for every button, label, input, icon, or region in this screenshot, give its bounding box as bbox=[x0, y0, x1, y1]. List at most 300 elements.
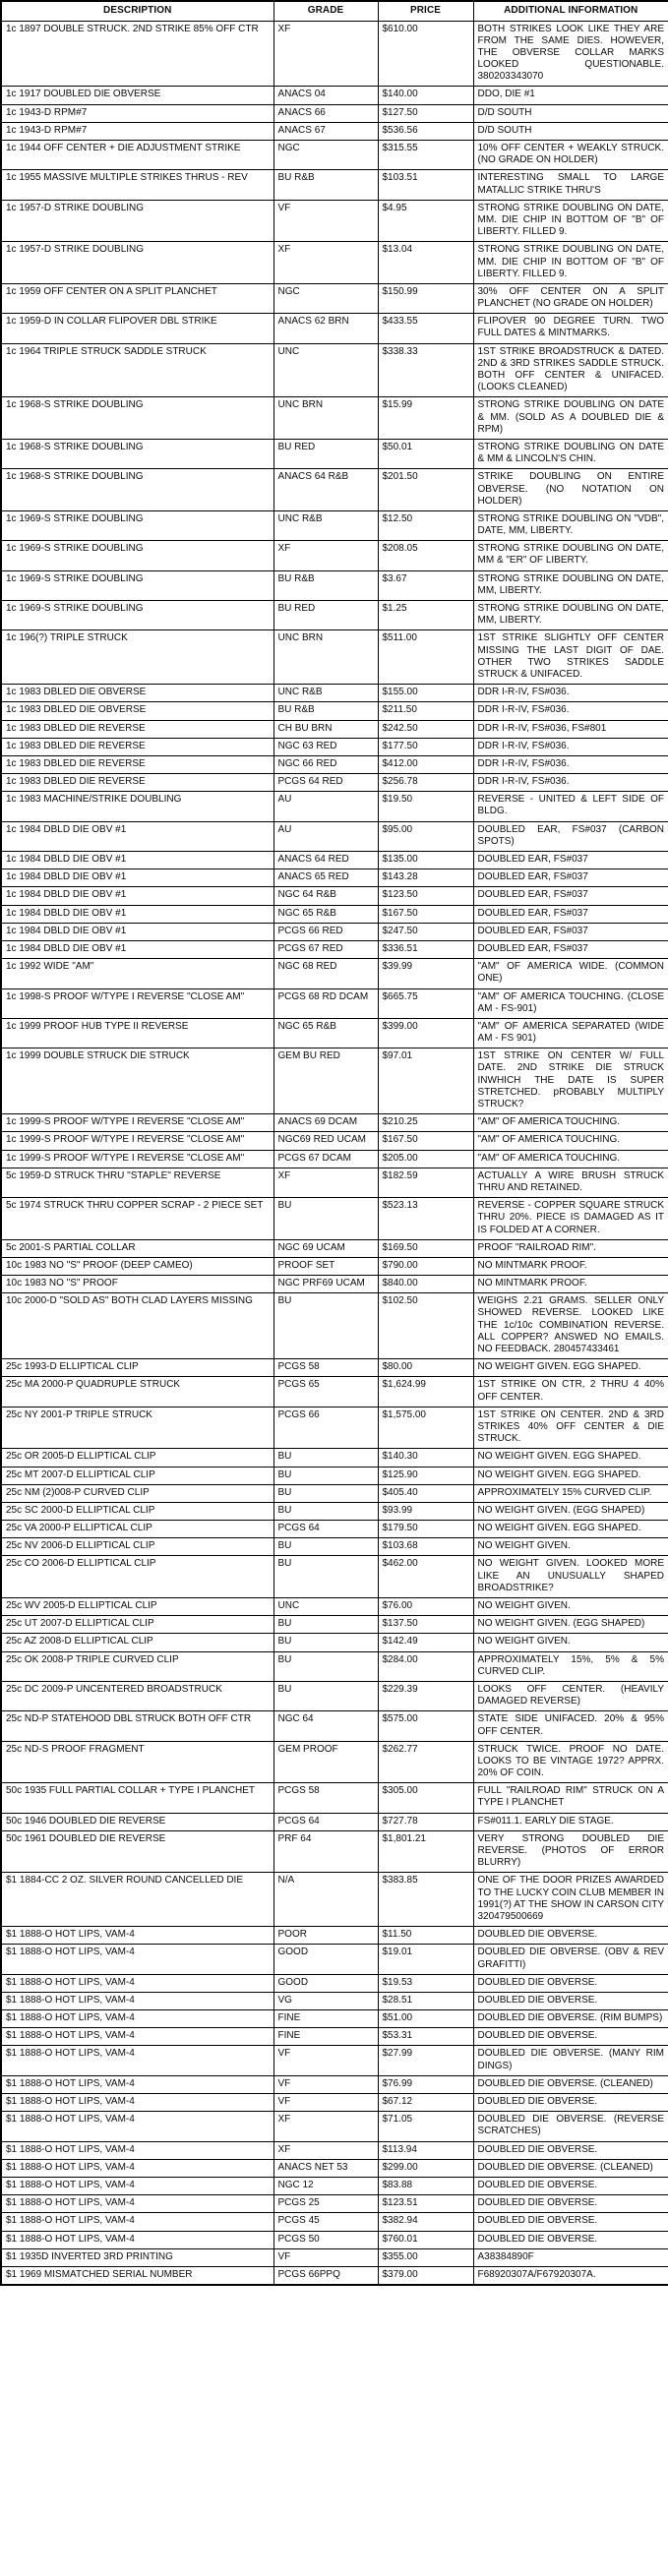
price-cell: $135.00 bbox=[378, 852, 473, 869]
description-cell: 1c 1897 DOUBLE STRUCK. 2ND STRIKE 85% OFF CTR bbox=[1, 21, 273, 87]
table-row bbox=[1, 21, 668, 87]
grade-cell: POOR bbox=[273, 1927, 378, 1945]
grade-cell: BU R&B bbox=[273, 702, 378, 720]
description-cell: $1 1888-O HOT LIPS, VAM-4 bbox=[1, 2028, 273, 2046]
additional-information-cell: 1ST STRIKE ON CENTER W/ FULL DATE. 2ND STRIKE DIE STRUCK INWHICH THE DATE IS SUPER STRETCHED. pROBABLY MULTIPLY STRUCK? bbox=[473, 1048, 668, 1114]
grade-cell: PCGS 68 RD DCAM bbox=[273, 988, 378, 1018]
grade-cell: PCGS 67 RED bbox=[273, 940, 378, 958]
grade-cell: NGC PRF69 UCAM bbox=[273, 1276, 378, 1293]
table-row bbox=[1, 2195, 668, 2213]
description-cell: $1 1888-O HOT LIPS, VAM-4 bbox=[1, 2094, 273, 2112]
table-row bbox=[1, 439, 668, 468]
additional-information-cell: DOUBLED DIE OBVERSE. (OBV & REV GRAFITTI) bbox=[473, 1945, 668, 1974]
price-cell: $399.00 bbox=[378, 1018, 473, 1048]
table-row bbox=[1, 1276, 668, 1293]
grade-cell: PCGS 58 bbox=[273, 1783, 378, 1813]
price-cell: $19.01 bbox=[378, 1945, 473, 1974]
table-row bbox=[1, 1538, 668, 1556]
description-cell: 1c 1984 DBLD DIE OBV #1 bbox=[1, 852, 273, 869]
table-row bbox=[1, 2028, 668, 2046]
description-cell: $1 1888-O HOT LIPS, VAM-4 bbox=[1, 2213, 273, 2231]
description-cell: 1c 1983 DBLED DIE REVERSE bbox=[1, 738, 273, 755]
table-row bbox=[1, 510, 668, 540]
grade-cell: NGC 65 R&B bbox=[273, 1018, 378, 1048]
grade-cell: BU bbox=[273, 1651, 378, 1681]
grade-cell: BU R&B bbox=[273, 570, 378, 600]
price-cell: $727.78 bbox=[378, 1813, 473, 1830]
price-cell: $4.95 bbox=[378, 200, 473, 242]
grade-cell: NGC 64 bbox=[273, 1711, 378, 1741]
description-cell: 5c 2001-S PARTIAL COLLAR bbox=[1, 1239, 273, 1257]
additional-information-cell: A38384890F bbox=[473, 2248, 668, 2266]
price-cell: $167.50 bbox=[378, 1132, 473, 1150]
price-cell: $262.77 bbox=[378, 1741, 473, 1783]
description-cell: 50c 1946 DOUBLED DIE REVERSE bbox=[1, 1813, 273, 1830]
additional-information-cell: NO MINTMARK PROOF. bbox=[473, 1257, 668, 1275]
table-row bbox=[1, 2075, 668, 2093]
table-row bbox=[1, 1813, 668, 1830]
table-row bbox=[1, 2046, 668, 2075]
price-cell: $256.78 bbox=[378, 774, 473, 792]
grade-cell: PCGS 66 RED bbox=[273, 923, 378, 940]
table-row bbox=[1, 1359, 668, 1377]
additional-information-cell: 1ST STRIKE BROADSTRUCK & DATED. 2ND & 3RD STRIKES SADDLE STRUCK. BOTH OFF CENTER & UNIFACED. (LOOKS CLEANED) bbox=[473, 343, 668, 397]
price-cell: $379.00 bbox=[378, 2266, 473, 2285]
price-cell: $210.25 bbox=[378, 1114, 473, 1132]
additional-information-cell: STRONG STRIKE DOUBLING ON DATE & MM. (SOLD AS A DOUBLED DIE & RPM) bbox=[473, 397, 668, 440]
description-cell: 1c 1959-D IN COLLAR FLIPOVER DBL STRIKE bbox=[1, 314, 273, 343]
price-cell: $113.94 bbox=[378, 2141, 473, 2159]
grade-cell: UNC bbox=[273, 343, 378, 397]
column-header-price: PRICE bbox=[378, 1, 473, 21]
additional-information-cell: APPROXIMATELY 15% CURVED CLIP. bbox=[473, 1484, 668, 1502]
table-row bbox=[1, 2159, 668, 2177]
grade-cell: UNC R&B bbox=[273, 510, 378, 540]
table-row bbox=[1, 1239, 668, 1257]
additional-information-cell: WEIGHS 2.21 GRAMS. SELLER ONLY SHOWED REVERSE. LOOKED LIKE THE 1c/10c COMBINATION REVERSE. ALL COPPER? ANSWED NO EMAILS. NO FEEDBACK. 280457433461 bbox=[473, 1293, 668, 1359]
table-header bbox=[1, 1, 668, 21]
table-row bbox=[1, 1407, 668, 1449]
description-cell: 1c 1984 DBLD DIE OBV #1 bbox=[1, 821, 273, 851]
price-cell: $12.50 bbox=[378, 510, 473, 540]
additional-information-cell: DOUBLED EAR, FS#037 (CARBON SPOTS) bbox=[473, 821, 668, 851]
description-cell: 5c 1974 STRUCK THRU COPPER SCRAP - 2 PIECE SET bbox=[1, 1198, 273, 1240]
grade-cell: ANACS 62 BRN bbox=[273, 314, 378, 343]
price-cell: $247.50 bbox=[378, 923, 473, 940]
price-cell: $142.49 bbox=[378, 1634, 473, 1651]
price-cell: $355.00 bbox=[378, 2248, 473, 2266]
additional-information-cell: 1ST STRIKE SLIGHTLY OFF CENTER MISSING THE LAST DIGIT OF DAE. OTHER TWO STRIKES SADDLE STRUCK & UNIFACED. bbox=[473, 630, 668, 685]
grade-cell: VF bbox=[273, 2248, 378, 2266]
additional-information-cell: NO WEIGHT GIVEN. EGG SHAPED. bbox=[473, 1359, 668, 1377]
additional-information-cell: STRONG STRIKE DOUBLING ON "VDB", DATE, MM, LIBERTY. bbox=[473, 510, 668, 540]
description-cell: 1c 1984 DBLD DIE OBV #1 bbox=[1, 940, 273, 958]
price-cell: $97.01 bbox=[378, 1048, 473, 1114]
price-cell: $50.01 bbox=[378, 439, 473, 468]
table-row bbox=[1, 1974, 668, 1992]
additional-information-cell: APPROXIMATELY 15%, 5% & 5% CURVED CLIP. bbox=[473, 1651, 668, 1681]
description-cell: 25c MA 2000-P QUADRUPLE STRUCK bbox=[1, 1377, 273, 1407]
table-row bbox=[1, 1741, 668, 1783]
price-cell: $123.51 bbox=[378, 2195, 473, 2213]
description-cell: $1 1888-O HOT LIPS, VAM-4 bbox=[1, 2075, 273, 2093]
description-cell: $1 1888-O HOT LIPS, VAM-4 bbox=[1, 2112, 273, 2141]
description-cell: $1 1888-O HOT LIPS, VAM-4 bbox=[1, 2010, 273, 2028]
description-cell: 25c 1993-D ELLIPTICAL CLIP bbox=[1, 1359, 273, 1377]
grade-cell: ANACS 04 bbox=[273, 87, 378, 104]
additional-information-cell: STRIKE DOUBLING ON ENTIRE OBVERSE. (NO NOTATION ON HOLDER) bbox=[473, 469, 668, 511]
description-cell: 10c 1983 NO "S" PROOF (DEEP CAMEO) bbox=[1, 1257, 273, 1275]
price-cell: $382.94 bbox=[378, 2213, 473, 2231]
additional-information-cell: STRUCK TWICE. PROOF NO DATE. LOOKS TO BE VINTAGE 1972? APPRX. 20% OF COIN. bbox=[473, 1741, 668, 1783]
description-cell: 1c 1959 OFF CENTER ON A SPLIT PLANCHET bbox=[1, 283, 273, 313]
price-cell: $433.55 bbox=[378, 314, 473, 343]
description-cell: 25c ND-S PROOF FRAGMENT bbox=[1, 1741, 273, 1783]
description-cell: 25c OK 2008-P TRIPLE CURVED CLIP bbox=[1, 1651, 273, 1681]
table-row bbox=[1, 940, 668, 958]
description-cell: $1 1888-O HOT LIPS, VAM-4 bbox=[1, 2046, 273, 2075]
table-row bbox=[1, 283, 668, 313]
price-cell: $412.00 bbox=[378, 755, 473, 773]
table-row bbox=[1, 2094, 668, 2112]
table-row bbox=[1, 1377, 668, 1407]
grade-cell: PROOF SET bbox=[273, 1257, 378, 1275]
grade-cell: NGC 63 RED bbox=[273, 738, 378, 755]
price-cell: $140.00 bbox=[378, 87, 473, 104]
column-header-description: DESCRIPTION bbox=[1, 1, 273, 21]
table-row bbox=[1, 1018, 668, 1048]
price-cell: $305.00 bbox=[378, 1783, 473, 1813]
table-row bbox=[1, 821, 668, 851]
price-cell: $13.04 bbox=[378, 242, 473, 284]
grade-cell: PCGS 66PPQ bbox=[273, 2266, 378, 2285]
price-cell: $127.50 bbox=[378, 104, 473, 122]
description-cell: 25c MT 2007-D ELLIPTICAL CLIP bbox=[1, 1467, 273, 1484]
grade-cell: PCGS 45 bbox=[273, 2213, 378, 2231]
table-row bbox=[1, 2213, 668, 2231]
grade-cell: XF bbox=[273, 242, 378, 284]
additional-information-cell: DOUBLED DIE OBVERSE. bbox=[473, 2195, 668, 2213]
additional-information-cell: STRONG STRIKE DOUBLING ON DATE, MM & "ER" OF LIBERTY. bbox=[473, 541, 668, 570]
grade-cell: BU bbox=[273, 1484, 378, 1502]
description-cell: $1 1888-O HOT LIPS, VAM-4 bbox=[1, 1992, 273, 2009]
table-body bbox=[1, 21, 668, 2285]
grade-cell: BU bbox=[273, 1616, 378, 1634]
additional-information-cell: 1ST STRIKE ON CTR, 2 THRU 4 40% OFF CENTER. bbox=[473, 1377, 668, 1407]
price-cell: $575.00 bbox=[378, 1711, 473, 1741]
price-cell: $462.00 bbox=[378, 1556, 473, 1598]
table-row bbox=[1, 2231, 668, 2248]
price-cell: $76.00 bbox=[378, 1598, 473, 1616]
table-row bbox=[1, 2177, 668, 2194]
table-row bbox=[1, 755, 668, 773]
description-cell: 25c UT 2007-D ELLIPTICAL CLIP bbox=[1, 1616, 273, 1634]
additional-information-cell: 30% OFF CENTER ON A SPLIT PLANCHET (NO GRADE ON HOLDER) bbox=[473, 283, 668, 313]
price-cell: $336.51 bbox=[378, 940, 473, 958]
grade-cell: VG bbox=[273, 1992, 378, 2009]
price-cell: $208.05 bbox=[378, 541, 473, 570]
additional-information-cell: DDR I-R-IV, FS#036, FS#801 bbox=[473, 720, 668, 738]
table-row bbox=[1, 720, 668, 738]
table-row bbox=[1, 1711, 668, 1741]
table-row bbox=[1, 1502, 668, 1520]
price-cell: $205.00 bbox=[378, 1150, 473, 1168]
price-cell: $39.99 bbox=[378, 959, 473, 988]
additional-information-cell: DOUBLED DIE OBVERSE. bbox=[473, 2231, 668, 2248]
grade-cell: BU bbox=[273, 1293, 378, 1359]
description-cell: 25c CO 2006-D ELLIPTICAL CLIP bbox=[1, 1556, 273, 1598]
price-cell: $95.00 bbox=[378, 821, 473, 851]
table-row bbox=[1, 1132, 668, 1150]
additional-information-cell: ONE OF THE DOOR PRIZES AWARDED TO THE LUCKY COIN CLUB MEMBER IN 1991(?) AT THE SHOW IN CARSON CITY 320479500669 bbox=[473, 1873, 668, 1927]
grade-cell: BU RED bbox=[273, 601, 378, 630]
price-cell: $1,624.99 bbox=[378, 1377, 473, 1407]
grade-cell: GOOD bbox=[273, 1945, 378, 1974]
additional-information-cell: DOUBLED EAR, FS#037 bbox=[473, 905, 668, 923]
price-cell: $242.50 bbox=[378, 720, 473, 738]
description-cell: 1c 196(?) TRIPLE STRUCK bbox=[1, 630, 273, 685]
additional-information-cell: DDR I-R-IV, FS#036. bbox=[473, 738, 668, 755]
price-cell: $790.00 bbox=[378, 1257, 473, 1275]
table-row bbox=[1, 601, 668, 630]
additional-information-cell: 1ST STRIKE ON CENTER. 2ND & 3RD STRIKES 40% OFF CENTER & DIE STRUCK. bbox=[473, 1407, 668, 1449]
grade-cell: UNC R&B bbox=[273, 685, 378, 702]
table-row bbox=[1, 685, 668, 702]
price-cell: $405.40 bbox=[378, 1484, 473, 1502]
table-row bbox=[1, 122, 668, 140]
additional-information-cell: STRONG STRIKE DOUBLING ON DATE & MM & LINCOLN'S CHIN. bbox=[473, 439, 668, 468]
additional-information-cell: "AM" OF AMERICA TOUCHING. bbox=[473, 1132, 668, 1150]
description-cell: 50c 1935 FULL PARTIAL COLLAR + TYPE I PLANCHET bbox=[1, 1783, 273, 1813]
additional-information-cell: DOUBLED DIE OBVERSE. (REVERSE SCRATCHES) bbox=[473, 2112, 668, 2141]
price-cell: $93.99 bbox=[378, 1502, 473, 1520]
table-row bbox=[1, 397, 668, 440]
description-cell: 1c 1999 PROOF HUB TYPE II REVERSE bbox=[1, 1018, 273, 1048]
additional-information-cell: STRONG STRIKE DOUBLING ON DATE, MM, LIBERTY. bbox=[473, 570, 668, 600]
table-row bbox=[1, 852, 668, 869]
additional-information-cell: DOUBLED DIE OBVERSE. bbox=[473, 2177, 668, 2194]
description-cell: $1 1935D INVERTED 3RD PRINTING bbox=[1, 2248, 273, 2266]
additional-information-cell: F68920307A/F67920307A. bbox=[473, 2266, 668, 2285]
price-cell: $3.67 bbox=[378, 570, 473, 600]
grade-cell: ANACS 67 bbox=[273, 122, 378, 140]
description-cell: $1 1888-O HOT LIPS, VAM-4 bbox=[1, 2231, 273, 2248]
description-cell: 25c WV 2005-D ELLIPTICAL CLIP bbox=[1, 1598, 273, 1616]
description-cell: 1c 1983 DBLED DIE OBVERSE bbox=[1, 685, 273, 702]
additional-information-cell: DDR I-R-IV, FS#036. bbox=[473, 774, 668, 792]
price-cell: $167.50 bbox=[378, 905, 473, 923]
table-row bbox=[1, 570, 668, 600]
additional-information-cell: D/D SOUTH bbox=[473, 122, 668, 140]
additional-information-cell: DOUBLED EAR, FS#037 bbox=[473, 940, 668, 958]
table-row bbox=[1, 2266, 668, 2285]
additional-information-cell: DDR I-R-IV, FS#036. bbox=[473, 755, 668, 773]
additional-information-cell: LOOKS OFF CENTER. (HEAVILY DAMAGED REVERSE) bbox=[473, 1681, 668, 1710]
price-cell: $71.05 bbox=[378, 2112, 473, 2141]
price-cell: $1.25 bbox=[378, 601, 473, 630]
price-cell: $536.56 bbox=[378, 122, 473, 140]
description-cell: 1c 1983 DBLED DIE REVERSE bbox=[1, 755, 273, 773]
price-cell: $140.30 bbox=[378, 1449, 473, 1467]
price-cell: $19.50 bbox=[378, 792, 473, 821]
description-cell: 1c 1957-D STRIKE DOUBLING bbox=[1, 200, 273, 242]
additional-information-cell: DOUBLED DIE OBVERSE. bbox=[473, 1992, 668, 2009]
price-cell: $143.28 bbox=[378, 869, 473, 887]
additional-information-cell: DOUBLED DIE OBVERSE. bbox=[473, 2094, 668, 2112]
additional-information-cell: DOUBLED EAR, FS#037 bbox=[473, 852, 668, 869]
price-cell: $177.50 bbox=[378, 738, 473, 755]
additional-information-cell: DOUBLED EAR, FS#037 bbox=[473, 887, 668, 905]
additional-information-cell: NO WEIGHT GIVEN. LOOKED MORE LIKE AN UNUSUALLY SHAPED BROADSTRIKE? bbox=[473, 1556, 668, 1598]
description-cell: 1c 1968-S STRIKE DOUBLING bbox=[1, 439, 273, 468]
grade-cell: NGC 69 UCAM bbox=[273, 1239, 378, 1257]
table-row bbox=[1, 1168, 668, 1197]
table-row bbox=[1, 87, 668, 104]
table-row bbox=[1, 1150, 668, 1168]
table-row bbox=[1, 959, 668, 988]
description-cell: 1c 1983 DBLED DIE REVERSE bbox=[1, 720, 273, 738]
table-row bbox=[1, 2010, 668, 2028]
price-cell: $169.50 bbox=[378, 1239, 473, 1257]
table-row bbox=[1, 170, 668, 200]
table-row bbox=[1, 887, 668, 905]
description-cell: 25c OR 2005-D ELLIPTICAL CLIP bbox=[1, 1449, 273, 1467]
grade-cell: NGC 65 R&B bbox=[273, 905, 378, 923]
price-cell: $383.85 bbox=[378, 1873, 473, 1927]
grade-cell: PCGS 58 bbox=[273, 1359, 378, 1377]
additional-information-cell: 10% OFF CENTER + WEAKLY STRUCK. (NO GRADE ON HOLDER) bbox=[473, 141, 668, 170]
table-row bbox=[1, 738, 668, 755]
grade-cell: PCGS 64 RED bbox=[273, 774, 378, 792]
header-row bbox=[1, 1, 668, 21]
description-cell: 1c 1943-D RPM#7 bbox=[1, 104, 273, 122]
grade-cell: BU bbox=[273, 1467, 378, 1484]
grade-cell: NGC69 RED UCAM bbox=[273, 1132, 378, 1150]
additional-information-cell: NO WEIGHT GIVEN. EGG SHAPED. bbox=[473, 1521, 668, 1538]
table-row bbox=[1, 141, 668, 170]
grade-cell: PCGS 50 bbox=[273, 2231, 378, 2248]
grade-cell: BU bbox=[273, 1449, 378, 1467]
price-cell: $103.51 bbox=[378, 170, 473, 200]
description-cell: 1c 1992 WIDE "AM" bbox=[1, 959, 273, 988]
description-cell: 1c 1984 DBLD DIE OBV #1 bbox=[1, 887, 273, 905]
description-cell: 1c 1917 DOUBLED DIE OBVERSE bbox=[1, 87, 273, 104]
additional-information-cell: DDR I-R-IV, FS#036. bbox=[473, 685, 668, 702]
additional-information-cell: DOUBLED DIE OBVERSE. bbox=[473, 2213, 668, 2231]
grade-cell: GEM PROOF bbox=[273, 1741, 378, 1783]
grade-cell: AU bbox=[273, 792, 378, 821]
table-row bbox=[1, 200, 668, 242]
price-cell: $1,575.00 bbox=[378, 1407, 473, 1449]
table-row bbox=[1, 469, 668, 511]
additional-information-cell: "AM" OF AMERICA TOUCHING. (CLOSE AM - FS-901) bbox=[473, 988, 668, 1018]
additional-information-cell: INTERESTING SMALL TO LARGE MATALLIC STRIKE THRU'S bbox=[473, 170, 668, 200]
grade-cell: XF bbox=[273, 2112, 378, 2141]
additional-information-cell: REVERSE - UNITED & LEFT SIDE OF BLDG. bbox=[473, 792, 668, 821]
price-cell: $123.50 bbox=[378, 887, 473, 905]
description-cell: 1c 1983 MACHINE/STRIKE DOUBLING bbox=[1, 792, 273, 821]
grade-cell: XF bbox=[273, 541, 378, 570]
description-cell: $1 1888-O HOT LIPS, VAM-4 bbox=[1, 1945, 273, 1974]
description-cell: 1c 1969-S STRIKE DOUBLING bbox=[1, 601, 273, 630]
description-cell: 1c 1955 MASSIVE MULTIPLE STRIKES THRUS - REV bbox=[1, 170, 273, 200]
table-row bbox=[1, 1114, 668, 1132]
table-row bbox=[1, 905, 668, 923]
table-row bbox=[1, 541, 668, 570]
grade-cell: ANACS 69 DCAM bbox=[273, 1114, 378, 1132]
price-cell: $67.12 bbox=[378, 2094, 473, 2112]
description-cell: 1c 1983 DBLED DIE OBVERSE bbox=[1, 702, 273, 720]
table-row bbox=[1, 1198, 668, 1240]
table-row bbox=[1, 242, 668, 284]
grade-cell: VF bbox=[273, 2046, 378, 2075]
description-cell: 50c 1961 DOUBLED DIE REVERSE bbox=[1, 1830, 273, 1873]
description-cell: 25c NV 2006-D ELLIPTICAL CLIP bbox=[1, 1538, 273, 1556]
table-row bbox=[1, 1945, 668, 1974]
description-cell: $1 1969 MISMATCHED SERIAL NUMBER bbox=[1, 2266, 273, 2285]
grade-cell: BU bbox=[273, 1538, 378, 1556]
table-row bbox=[1, 343, 668, 397]
grade-cell: PCGS 66 bbox=[273, 1407, 378, 1449]
grade-cell: GOOD bbox=[273, 1974, 378, 1992]
price-cell: $511.00 bbox=[378, 630, 473, 685]
description-cell: $1 1888-O HOT LIPS, VAM-4 bbox=[1, 2141, 273, 2159]
price-cell: $201.50 bbox=[378, 469, 473, 511]
grade-cell: ANACS NET 53 bbox=[273, 2159, 378, 2177]
description-cell: 25c VA 2000-P ELLIPTICAL CLIP bbox=[1, 1521, 273, 1538]
table-row bbox=[1, 2248, 668, 2266]
table-row bbox=[1, 923, 668, 940]
price-cell: $51.00 bbox=[378, 2010, 473, 2028]
additional-information-cell: STRONG STRIKE DOUBLING ON DATE, MM. DIE CHIP IN BOTTOM OF "B" OF LIBERTY. FILLED 9. bbox=[473, 200, 668, 242]
additional-information-cell: ACTUALLY A WIRE BRUSH STRUCK THRU AND RETAINED. bbox=[473, 1168, 668, 1197]
additional-information-cell: STRONG STRIKE DOUBLING ON DATE, MM. DIE CHIP IN BOTTOM OF "B" OF LIBERTY. FILLED 9. bbox=[473, 242, 668, 284]
grade-cell: NGC 12 bbox=[273, 2177, 378, 2194]
price-cell: $182.59 bbox=[378, 1168, 473, 1197]
table-row bbox=[1, 1484, 668, 1502]
additional-information-cell: "AM" OF AMERICA TOUCHING. bbox=[473, 1150, 668, 1168]
price-cell: $102.50 bbox=[378, 1293, 473, 1359]
price-cell: $27.99 bbox=[378, 2046, 473, 2075]
table-row bbox=[1, 1634, 668, 1651]
table-row bbox=[1, 774, 668, 792]
grade-cell: UNC bbox=[273, 1598, 378, 1616]
grade-cell: NGC 64 R&B bbox=[273, 887, 378, 905]
grade-cell: FINE bbox=[273, 2010, 378, 2028]
additional-information-cell: BOTH STRIKES LOOK LIKE THEY ARE FROM THE SAME DIES. HOWEVER, THE OBVERSE COLLAR MARKS LOOKED QUESTIONABLE. 380203343070 bbox=[473, 21, 668, 87]
grade-cell: BU bbox=[273, 1556, 378, 1598]
grade-cell: AU bbox=[273, 821, 378, 851]
grade-cell: XF bbox=[273, 21, 378, 87]
additional-information-cell: DOUBLED DIE OBVERSE. (CLEANED) bbox=[473, 2159, 668, 2177]
description-cell: $1 1888-O HOT LIPS, VAM-4 bbox=[1, 2195, 273, 2213]
description-cell: $1 1888-O HOT LIPS, VAM-4 bbox=[1, 1974, 273, 1992]
table-row bbox=[1, 702, 668, 720]
grade-cell: ANACS 64 R&B bbox=[273, 469, 378, 511]
description-cell: 1c 1999 DOUBLE STRUCK DIE STRUCK bbox=[1, 1048, 273, 1114]
grade-cell: BU R&B bbox=[273, 170, 378, 200]
grade-cell: NGC bbox=[273, 283, 378, 313]
grade-cell: VF bbox=[273, 2094, 378, 2112]
table-row bbox=[1, 1681, 668, 1710]
price-cell: $28.51 bbox=[378, 1992, 473, 2009]
column-header-grade: GRADE bbox=[273, 1, 378, 21]
table-row bbox=[1, 2112, 668, 2141]
description-cell: 5c 1959-D STRUCK THRU "STAPLE" REVERSE bbox=[1, 1168, 273, 1197]
price-cell: $284.00 bbox=[378, 1651, 473, 1681]
table-row bbox=[1, 1521, 668, 1538]
grade-cell: ANACS 65 RED bbox=[273, 869, 378, 887]
